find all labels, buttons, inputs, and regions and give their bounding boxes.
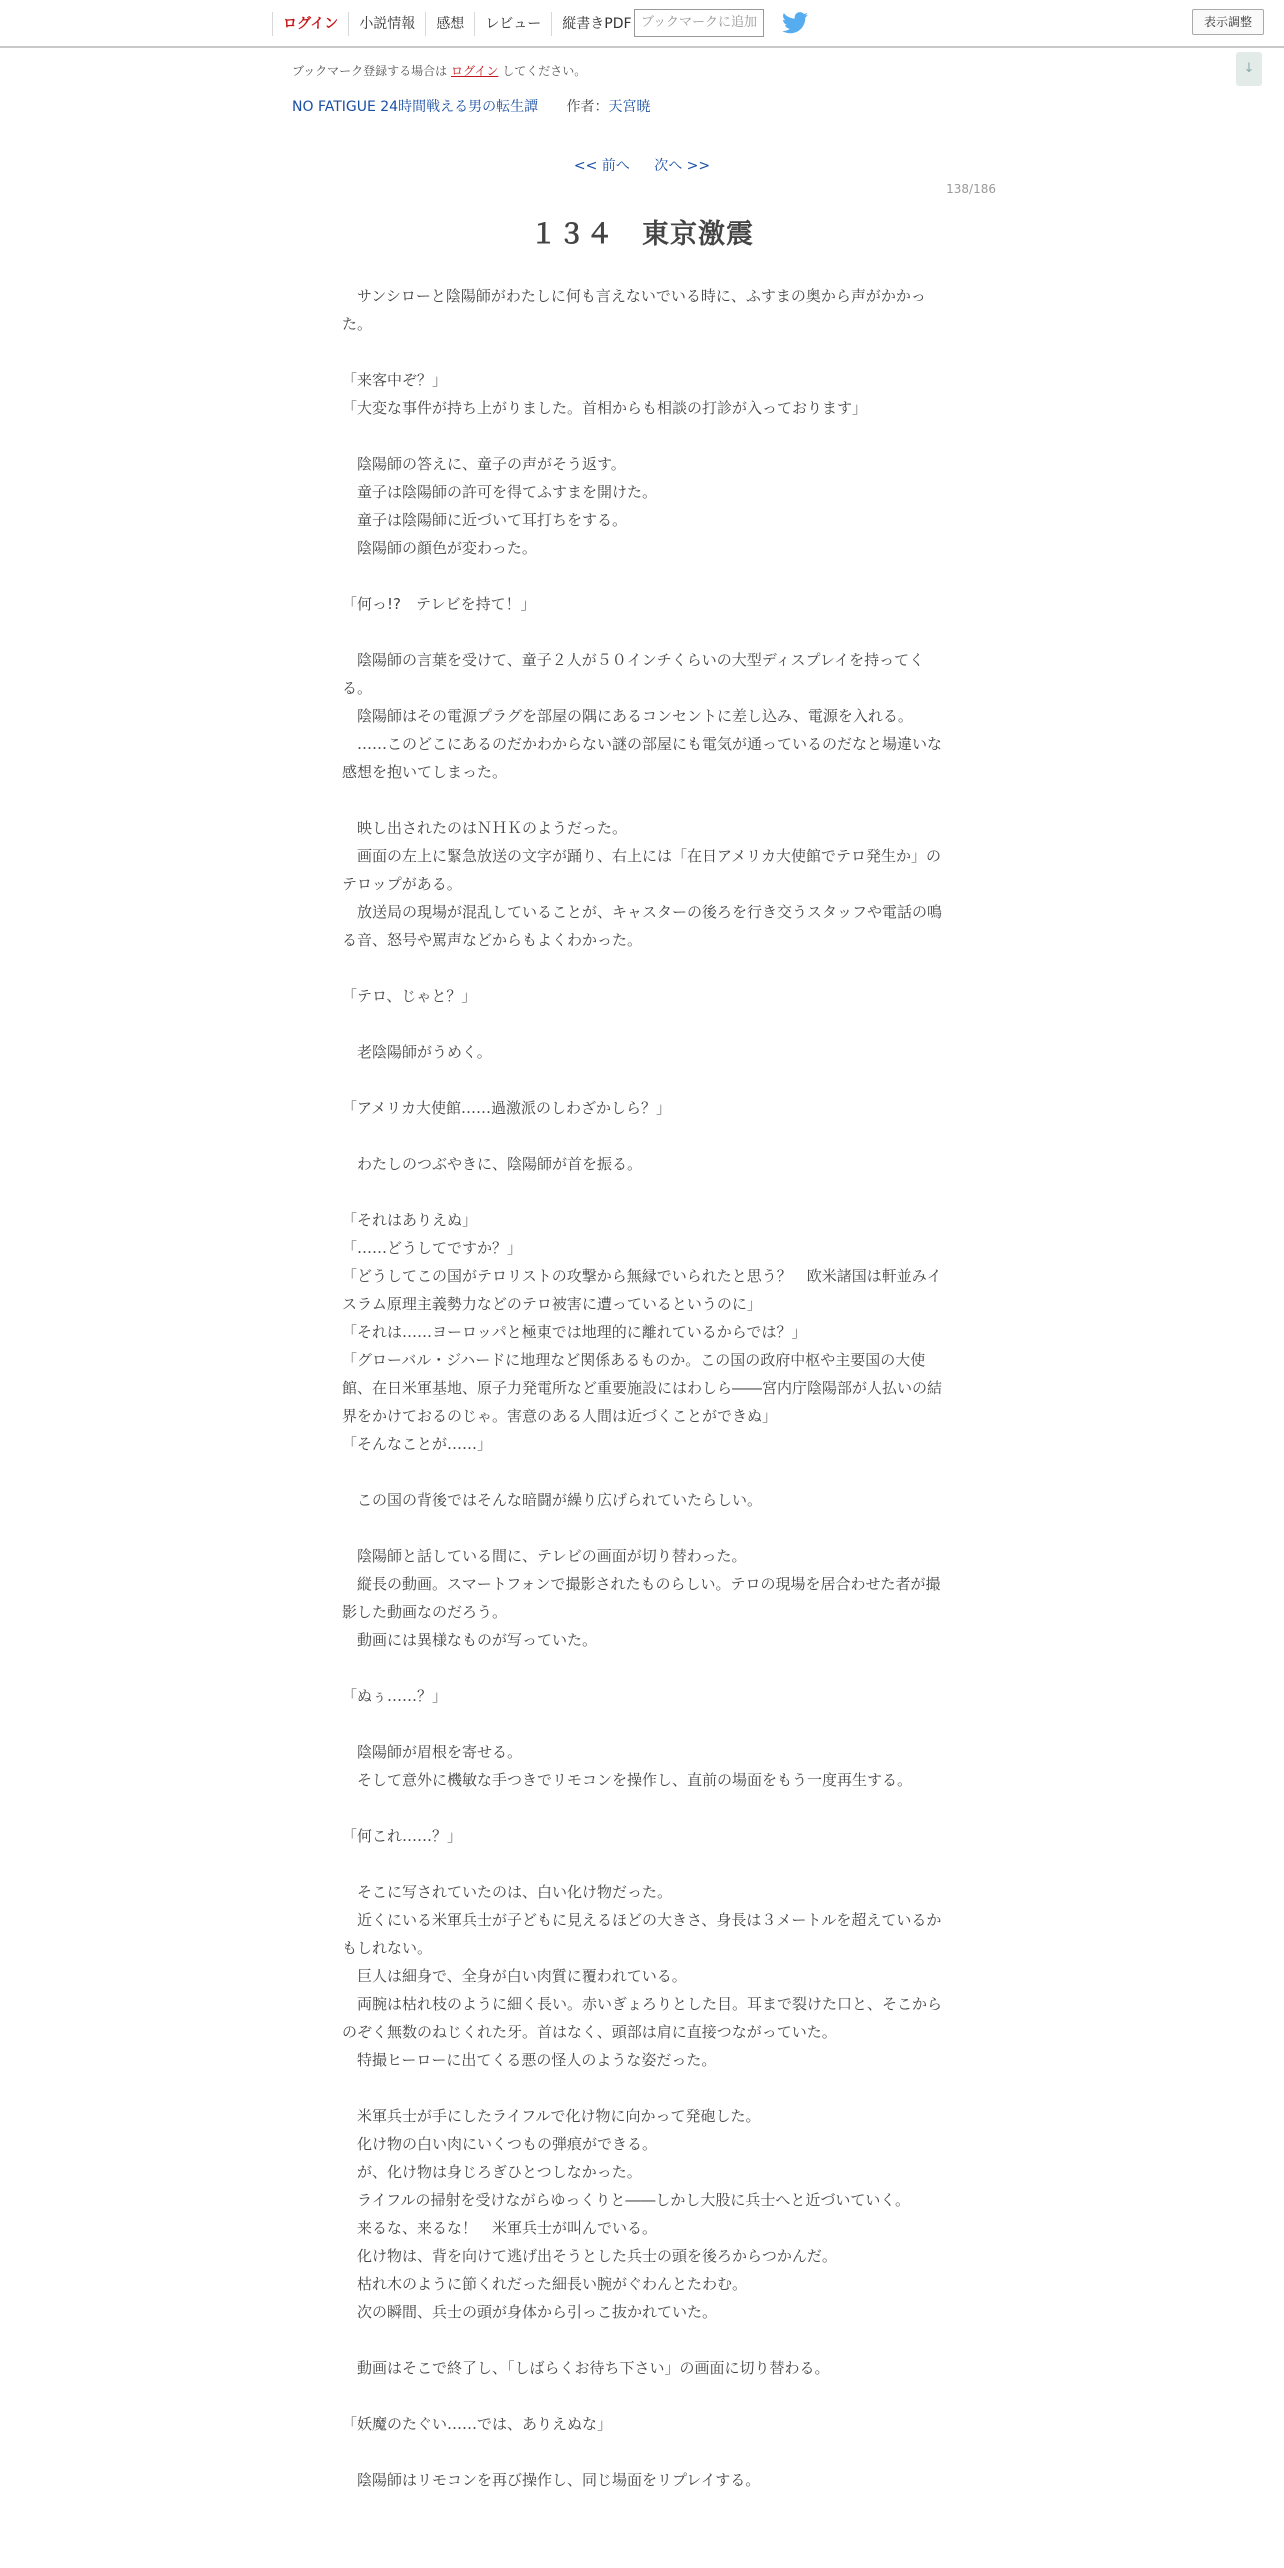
next-chapter-link[interactable]: 次へ >> [654,158,711,174]
impressions-link[interactable]: 感想 [425,12,474,36]
body-line: 陰陽師の答えに、童子の声がそう返す。 [342,455,626,473]
body-line: ライフルの掃射を受けながらゆっくりと――しかし大股に兵士へと近づいていく。 [342,2191,911,2209]
body-line: わたしのつぶやきに、陰陽師が首を振る。 [342,1155,643,1173]
body-line: この国の背後ではそんな暗闘が繰り広げられていたらしい。 [342,1491,763,1509]
body-line: 「そんなことが……」 [342,1435,493,1453]
body-line [342,562,942,590]
author-link[interactable]: 天宮暁 [608,99,651,115]
body-line: 「テロ、じゃと？」 [342,987,477,1005]
body-line: 両腕は枯れ枝のように細く長い。赤いぎょろりとした目。耳まで裂けた口と、そこからのぞく無数のねじくれた牙。首はなく、頭部は肩に直接つながっていた。 [342,1995,943,2041]
body-line: ……このどこにあるのだかわからない謎の部屋にも電気が通っているのだなと場違いな感想を抱いてしまった。 [342,735,943,781]
body-line [342,1178,942,1206]
body-line: 縦長の動画。スマートフォンで撮影されたものらしい。テロの現場を居合わせた者が撮影した動画なのだろう。 [342,1575,941,1621]
body-line [342,1458,942,1486]
body-line [342,618,942,646]
body-line: 「それはありえぬ」 [342,1211,478,1229]
scroll-down-tab[interactable]: ↓ [1236,52,1262,86]
body-line: 「……どうしてですか？」 [342,1239,523,1257]
body-line: 放送局の現場が混乱していることが、キャスターの後ろを行き交うスタッフや電話の鳴る音、怒号や罵声などからもよくわかった。 [342,903,943,949]
body-line: 化け物は、背を向けて逃げ出そうとした兵士の頭を後ろからつかんだ。 [342,2247,837,2265]
review-link[interactable]: レビュー [474,12,551,36]
body-line: 「妖魔のたぐい……では、ありえぬな」 [342,2415,613,2433]
body-line: 来るな、来るな！ 米軍兵士が叫んでいる。 [342,2219,658,2237]
body-line [342,1710,942,1738]
body-line: 「大変な事件が持ち上がりました。首相からも相談の打診が入っております」 [342,399,868,417]
bookmark-note-after: してください。 [498,64,587,78]
novel-title-link[interactable]: NO FATIGUE 24時間戦える男の転生譚 [292,99,539,115]
body-line [342,422,942,450]
body-line: 「それは……ヨーロッパと極東では地理的に離れているからでは？」 [342,1323,807,1341]
body-line: 画面の左上に緊急放送の文字が踊り、右上には「在日アメリカ大使館でテロ発生か」のテロップがある。 [342,847,941,893]
body-line: 化け物の白い肉にいくつもの弾痕ができる。 [342,2135,658,2153]
bookmark-login-link[interactable]: ログイン [450,64,499,78]
body-line: 陰陽師が眉根を寄せる。 [342,1743,523,1761]
body-line: 老陰陽師がうめく。 [342,1043,492,1061]
prev-chapter-link[interactable]: << 前へ [573,158,630,174]
body-line [342,2382,942,2410]
body-line: 陰陽師の言葉を受けて、童子２人が５０インチくらいの大型ディスプレイを持ってくる。 [342,651,925,697]
body-line: 「何っ!? テレビを持て！」 [342,595,536,613]
body-line: 巨人は細身で、全身が白い肉質に覆われている。 [342,1967,687,1985]
body-line: 「ぬぅ……？」 [342,1687,448,1705]
body-line: 「どうしてこの国がテロリストの攻撃から無縁でいられたと思う？ 欧米諸国は軒並みイスラム原理主義勢力などのテロ被害に遭っているというのに」 [342,1267,942,1313]
page-number: 138/186 [946,182,996,196]
novel-info [292,96,651,116]
body-line: 童子は陰陽師に近づいて耳打ちをする。 [342,511,628,529]
bookmark-note-before: ブックマーク登録する場合は [292,64,451,78]
top-navigation-bar [0,0,1284,48]
body-line [342,1514,942,1542]
body-line: 陰陽師と話している間に、テレビの画面が切り替わった。 [342,1547,747,1565]
body-line [342,786,942,814]
body-line [342,1010,942,1038]
display-settings-button[interactable]: 表示調整 [1192,9,1264,35]
novel-info-link[interactable]: 小説情報 [348,12,425,36]
body-line: 米軍兵士が手にしたライフルで化け物に向かって発砲した。 [342,2107,761,2125]
body-line: そこに写されていたのは、白い化け物だった。 [342,1883,673,1901]
author-label: 作者： [566,99,609,115]
body-line [342,1122,942,1150]
body-line [342,1850,942,1878]
header-menu [272,9,642,39]
body-line: 枯れ木のように節くれだった細長い腕がぐわんとたわむ。 [342,2275,748,2293]
add-bookmark-button[interactable]: ブックマークに追加 [634,9,764,37]
chapter-pager [0,155,1284,175]
body-line [342,1794,942,1822]
body-line: 「グローバル・ジハードに地理など関係あるものか。この国の政府中枢や主要国の大使館、在日米軍基地、原子力発電所など重要施設にはわしら――宮内庁陰陽部が人払いの結界をかけておるのじゃ。害意のある人間は近づくことができぬ」 [342,1351,943,1425]
body-line: 陰陽師の顔色が変わった。 [342,539,537,557]
body-line: が、化け物は身じろぎひとつしなかった。 [342,2163,642,2181]
bookmark-login-note [292,62,586,79]
body-line: そして意外に機敏な手つきでリモコンを操作し、直前の場面をもう一度再生する。 [342,1771,913,1789]
body-line: 「アメリカ大使館……過激派のしわざかしら？」 [342,1099,671,1117]
twitter-bird-icon[interactable] [782,12,808,34]
body-line: サンシローと陰陽師がわたしに何も言えないでいる時に、ふすまの奥から声がかかった。 [342,287,926,333]
body-line: 童子は陰陽師の許可を得てふすまを開けた。 [342,483,658,501]
novel-body-text [342,282,942,2494]
body-line: 陰陽師はリモコンを再び操作し、同じ場面をリプレイする。 [342,2471,761,2489]
body-line [342,2326,942,2354]
vertical-pdf-link[interactable]: 縦書きPDF [551,12,641,36]
body-line: 動画はそこで終了し、「しばらくお待ち下さい」の画面に切り替わる。 [342,2359,830,2377]
body-line: 近くにいる米軍兵士が子どもに見えるほどの大きさ、身長は３メートルを超えているかもしれない。 [342,1911,942,1957]
body-line [342,1066,942,1094]
body-line: 「何これ……？」 [342,1827,463,1845]
body-line [342,954,942,982]
body-line: 動画には異様なものが写っていた。 [342,1631,598,1649]
body-line [342,1654,942,1682]
body-line: 「来客中ぞ？」 [342,371,448,389]
body-line: 陰陽師はその電源プラグを部屋の隅にあるコンセントに差し込み、電源を入れる。 [342,707,913,725]
body-line [342,338,942,366]
login-link[interactable]: ログイン [272,12,348,36]
body-line: 特撮ヒーローに出てくる悪の怪人のような姿だった。 [342,2051,717,2069]
body-line [342,2074,942,2102]
body-line: 映し出されたのはＮＨＫのようだった。 [342,819,628,837]
chapter-title: １３４ 東京激震 [530,219,754,250]
body-line [342,2438,942,2466]
body-line: 次の瞬間、兵士の頭が身体から引っこ抜かれていた。 [342,2303,718,2321]
